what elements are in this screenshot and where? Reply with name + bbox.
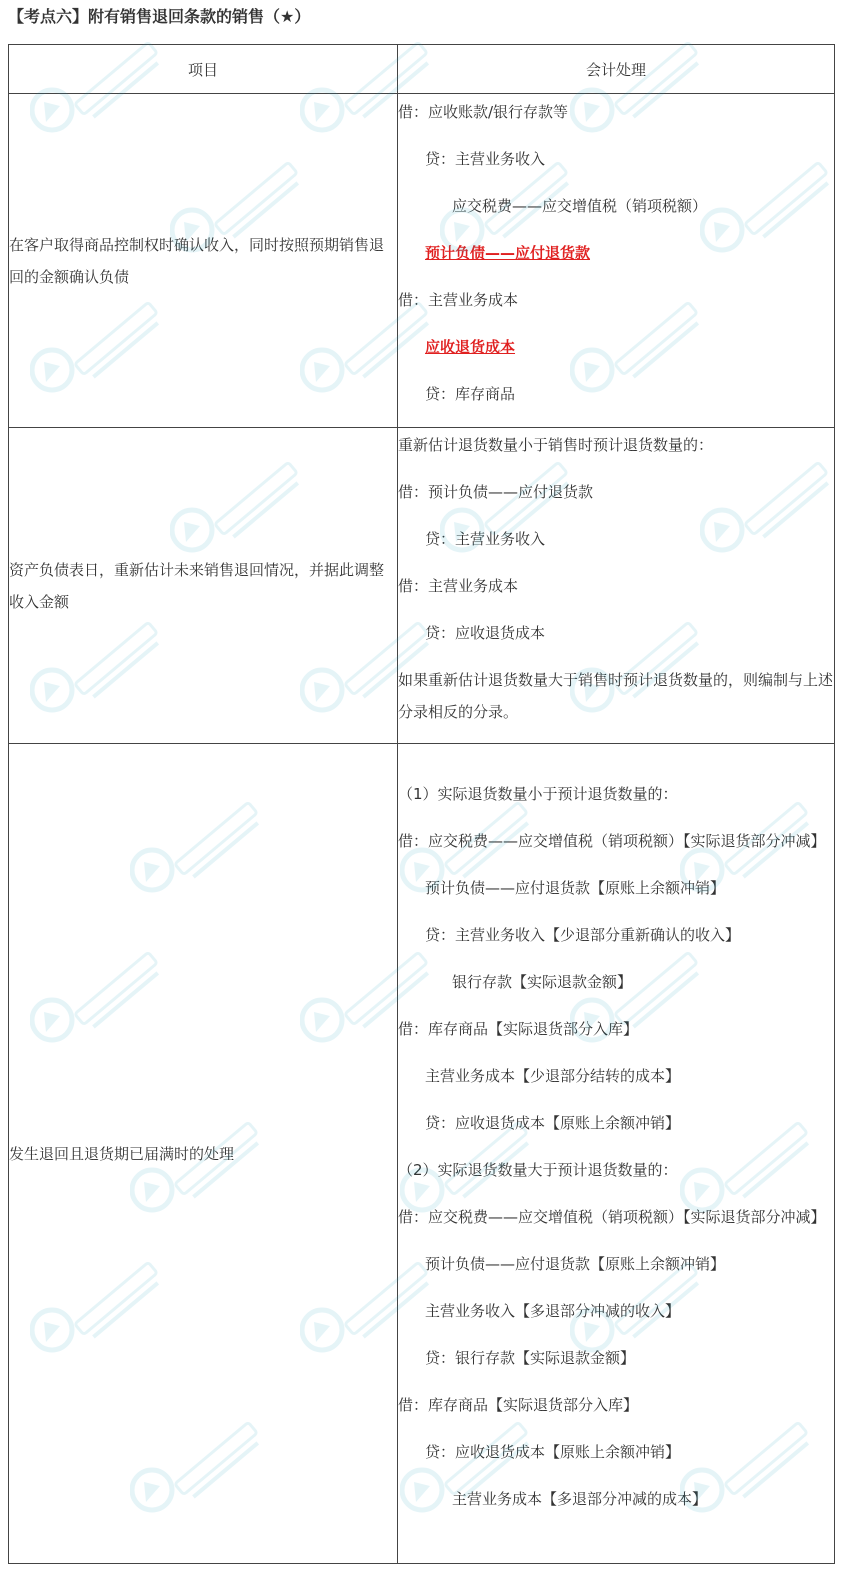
page-title: 【考点六】附有销售退回条款的销售（★） [8, 7, 311, 26]
entry-line: （2）实际退货数量大于预计退货数量的： [398, 1160, 678, 1179]
entry-cell [398, 744, 835, 1564]
entry-line: 借：库存商品【实际退货部分入库】 [398, 1019, 639, 1038]
table-row [9, 94, 835, 428]
entry-line: 贷：应收退货成本【原账上余额冲销】 [425, 1442, 681, 1461]
table-row [9, 744, 835, 1564]
entry-line [398, 237, 834, 269]
highlighted-entry: 预计负债——应付退货款 [425, 244, 591, 262]
column-header-item: 项目 [9, 45, 398, 94]
accounting-table [8, 44, 835, 1564]
entry-line: 贷：主营业务收入 [425, 150, 546, 168]
entry-line: 预计负债——应付退货款【原账上余额冲销】 [425, 1254, 726, 1273]
entry-line: 贷：主营业务收入【少退部分重新确认的收入】 [425, 925, 741, 944]
entry-line: 借：预计负债——应付退货款 [398, 482, 594, 501]
entry-line: 贷：主营业务收入 [425, 529, 546, 548]
entry-line: （1）实际退货数量小于预计退货数量的： [398, 784, 678, 803]
entry-line [398, 331, 834, 363]
entry-line: 借：应交税费——应交增值税（销项税额）【实际退货部分冲减】 [398, 831, 826, 850]
table-row [9, 428, 835, 744]
entry-line: 借：主营业务成本 [398, 576, 519, 595]
entry-line: 贷：应收退货成本 [425, 623, 546, 642]
entry-line: 应交税费——应交增值税（销项税额） [452, 197, 708, 215]
column-header-accounting: 会计处理 [398, 45, 835, 94]
table-header-row [9, 45, 835, 94]
entry-line: 银行存款【实际退款金额】 [452, 972, 633, 991]
item-cell: 在客户取得商品控制权时确认收入，同时按照预期销售退回的金额确认负债 [9, 94, 398, 428]
entry-line: 借：应交税费——应交增值税（销项税额）【实际退货部分冲减】 [398, 1207, 826, 1226]
entry-cell [398, 428, 835, 744]
entry-line: 借：库存商品【实际退货部分入库】 [398, 1395, 639, 1414]
entry-line: 贷：银行存款【实际退款金额】 [425, 1348, 636, 1367]
entry-line: 借：应收账款/银行存款等 [398, 103, 569, 121]
item-cell: 资产负债表日，重新估计未来销售退回情况，并据此调整收入金额 [9, 428, 398, 744]
entry-line: 贷：应收退货成本【原账上余额冲销】 [425, 1113, 681, 1132]
entry-line: 主营业务成本【少退部分结转的成本】 [425, 1066, 681, 1085]
entry-line: 借：主营业务成本 [398, 291, 519, 309]
entry-line: 主营业务成本【多退部分冲减的成本】 [452, 1489, 708, 1508]
entry-line: 贷：库存商品 [425, 385, 516, 403]
entry-line: 如果重新估计退货数量大于销售时预计退货数量的，则编制与上述分录相反的分录。 [398, 670, 834, 721]
entry-line: 重新估计退货数量小于销售时预计退货数量的： [398, 435, 714, 454]
highlighted-entry: 应收退货成本 [425, 338, 516, 356]
item-cell: 发生退回且退货期已届满时的处理 [9, 744, 398, 1564]
entry-cell [398, 94, 835, 428]
entry-line: 主营业务收入【多退部分冲减的收入】 [425, 1301, 681, 1320]
entry-line: 预计负债——应付退货款【原账上余额冲销】 [425, 878, 726, 897]
